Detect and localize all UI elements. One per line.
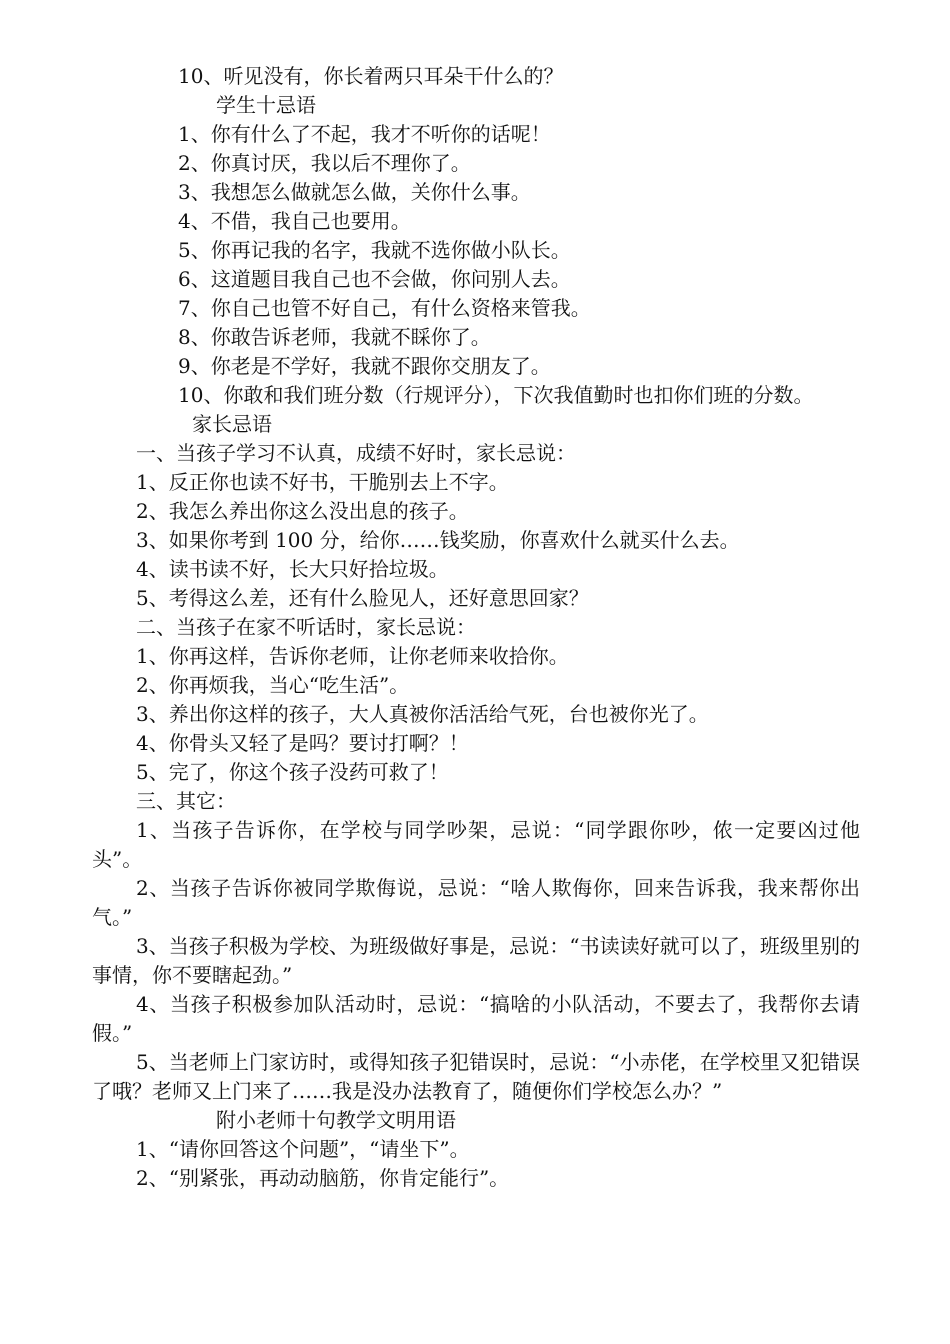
teacher-taboo-item-10: 10、听见没有，你长着两只耳朵干什么的？ xyxy=(178,64,564,88)
parent-taboo-item: 4、读书读不好，长大只好拾垃圾。 xyxy=(136,557,449,581)
parent-section-title: 家长忌语 xyxy=(192,412,272,436)
teacher-civil-item: 1、“请你回答这个问题”，“请坐下”。 xyxy=(136,1137,470,1161)
parent-other-item: 4、当孩子积极参加队活动时，忌说：“搞啥的小队活动，不要去了，我帮你去请假。” xyxy=(92,992,860,1045)
student-taboo-item: 6、这道题目我自己也不会做，你问别人去。 xyxy=(178,267,571,291)
parent-part3-heading: 三、其它： xyxy=(136,789,236,813)
student-taboo-item: 7、你自己也管不好自己，有什么资格来管我。 xyxy=(178,296,591,320)
parent-part2-heading: 二、当孩子在家不听话时，家长忌说： xyxy=(136,615,476,639)
student-taboo-item: 1、你有什么了不起，我才不听你的话呢！ xyxy=(178,122,551,146)
parent-taboo-item: 4、你骨头又轻了是吗？要讨打啊？！ xyxy=(136,731,469,755)
student-taboo-item: 2、你真讨厌，我以后不理你了。 xyxy=(178,151,471,175)
parent-taboo-item: 1、反正你也读不好书，干脆别去上不字。 xyxy=(136,470,509,494)
parent-taboo-item: 2、你再烦我，当心“吃生活”。 xyxy=(136,673,410,697)
parent-other-item: 1、当孩子告诉你，在学校与同学吵架，忌说：“同学跟你吵，侬一定要凶过他头”。 xyxy=(92,818,860,871)
teacher-civil-section-title: 附小老师十句教学文明用语 xyxy=(216,1108,456,1132)
parent-taboo-item: 5、完了，你这个孩子没药可救了！ xyxy=(136,760,449,784)
parent-taboo-item: 5、考得这么差，还有什么脸见人，还好意思回家？ xyxy=(136,586,589,610)
parent-other-item: 3、当孩子积极为学校、为班级做好事是，忌说：“书读读好就可以了，班级里别的事情，你不要瞎起劲。” xyxy=(92,934,860,987)
student-taboo-item: 3、我想怎么做就怎么做，关你什么事。 xyxy=(178,180,531,204)
parent-taboo-item: 1、你再这样，告诉你老师，让你老师来收拾你。 xyxy=(136,644,569,668)
parent-other-item: 5、当老师上门家访时，或得知孩子犯错误时，忌说：“小赤佬，在学校里又犯错误了哦？老师又上门来了……我是没办法教育了，随便你们学校怎么办？” xyxy=(92,1050,860,1103)
parent-taboo-item: 3、如果你考到 100 分，给你……钱奖励，你喜欢什么就买什么去。 xyxy=(136,528,740,552)
student-taboo-item: 10、你敢和我们班分数（行规评分），下次我值勤时也扣你们班的分数。 xyxy=(178,383,814,407)
parent-part1-heading: 一、当孩子学习不认真，成绩不好时，家长忌说： xyxy=(136,441,576,465)
student-taboo-item: 5、你再记我的名字，我就不选你做小队长。 xyxy=(178,238,571,262)
student-taboo-item: 9、你老是不学好，我就不跟你交朋友了。 xyxy=(178,354,551,378)
document-body xyxy=(92,62,860,1193)
student-taboo-item: 8、你敢告诉老师，我就不睬你了。 xyxy=(178,325,491,349)
student-section-title: 学生十忌语 xyxy=(216,93,316,117)
parent-taboo-item: 2、我怎么养出你这么没出息的孩子。 xyxy=(136,499,469,523)
student-taboo-item: 4、不借，我自己也要用。 xyxy=(178,209,411,233)
parent-taboo-item: 3、养出你这样的孩子，大人真被你活活给气死，台也被你光了。 xyxy=(136,702,709,726)
parent-other-item: 2、当孩子告诉你被同学欺侮说，忌说：“啥人欺侮你，回来告诉我，我来帮你出气。” xyxy=(92,876,860,929)
teacher-civil-item: 2、“别紧张，再动动脑筋，你肯定能行”。 xyxy=(136,1166,510,1190)
